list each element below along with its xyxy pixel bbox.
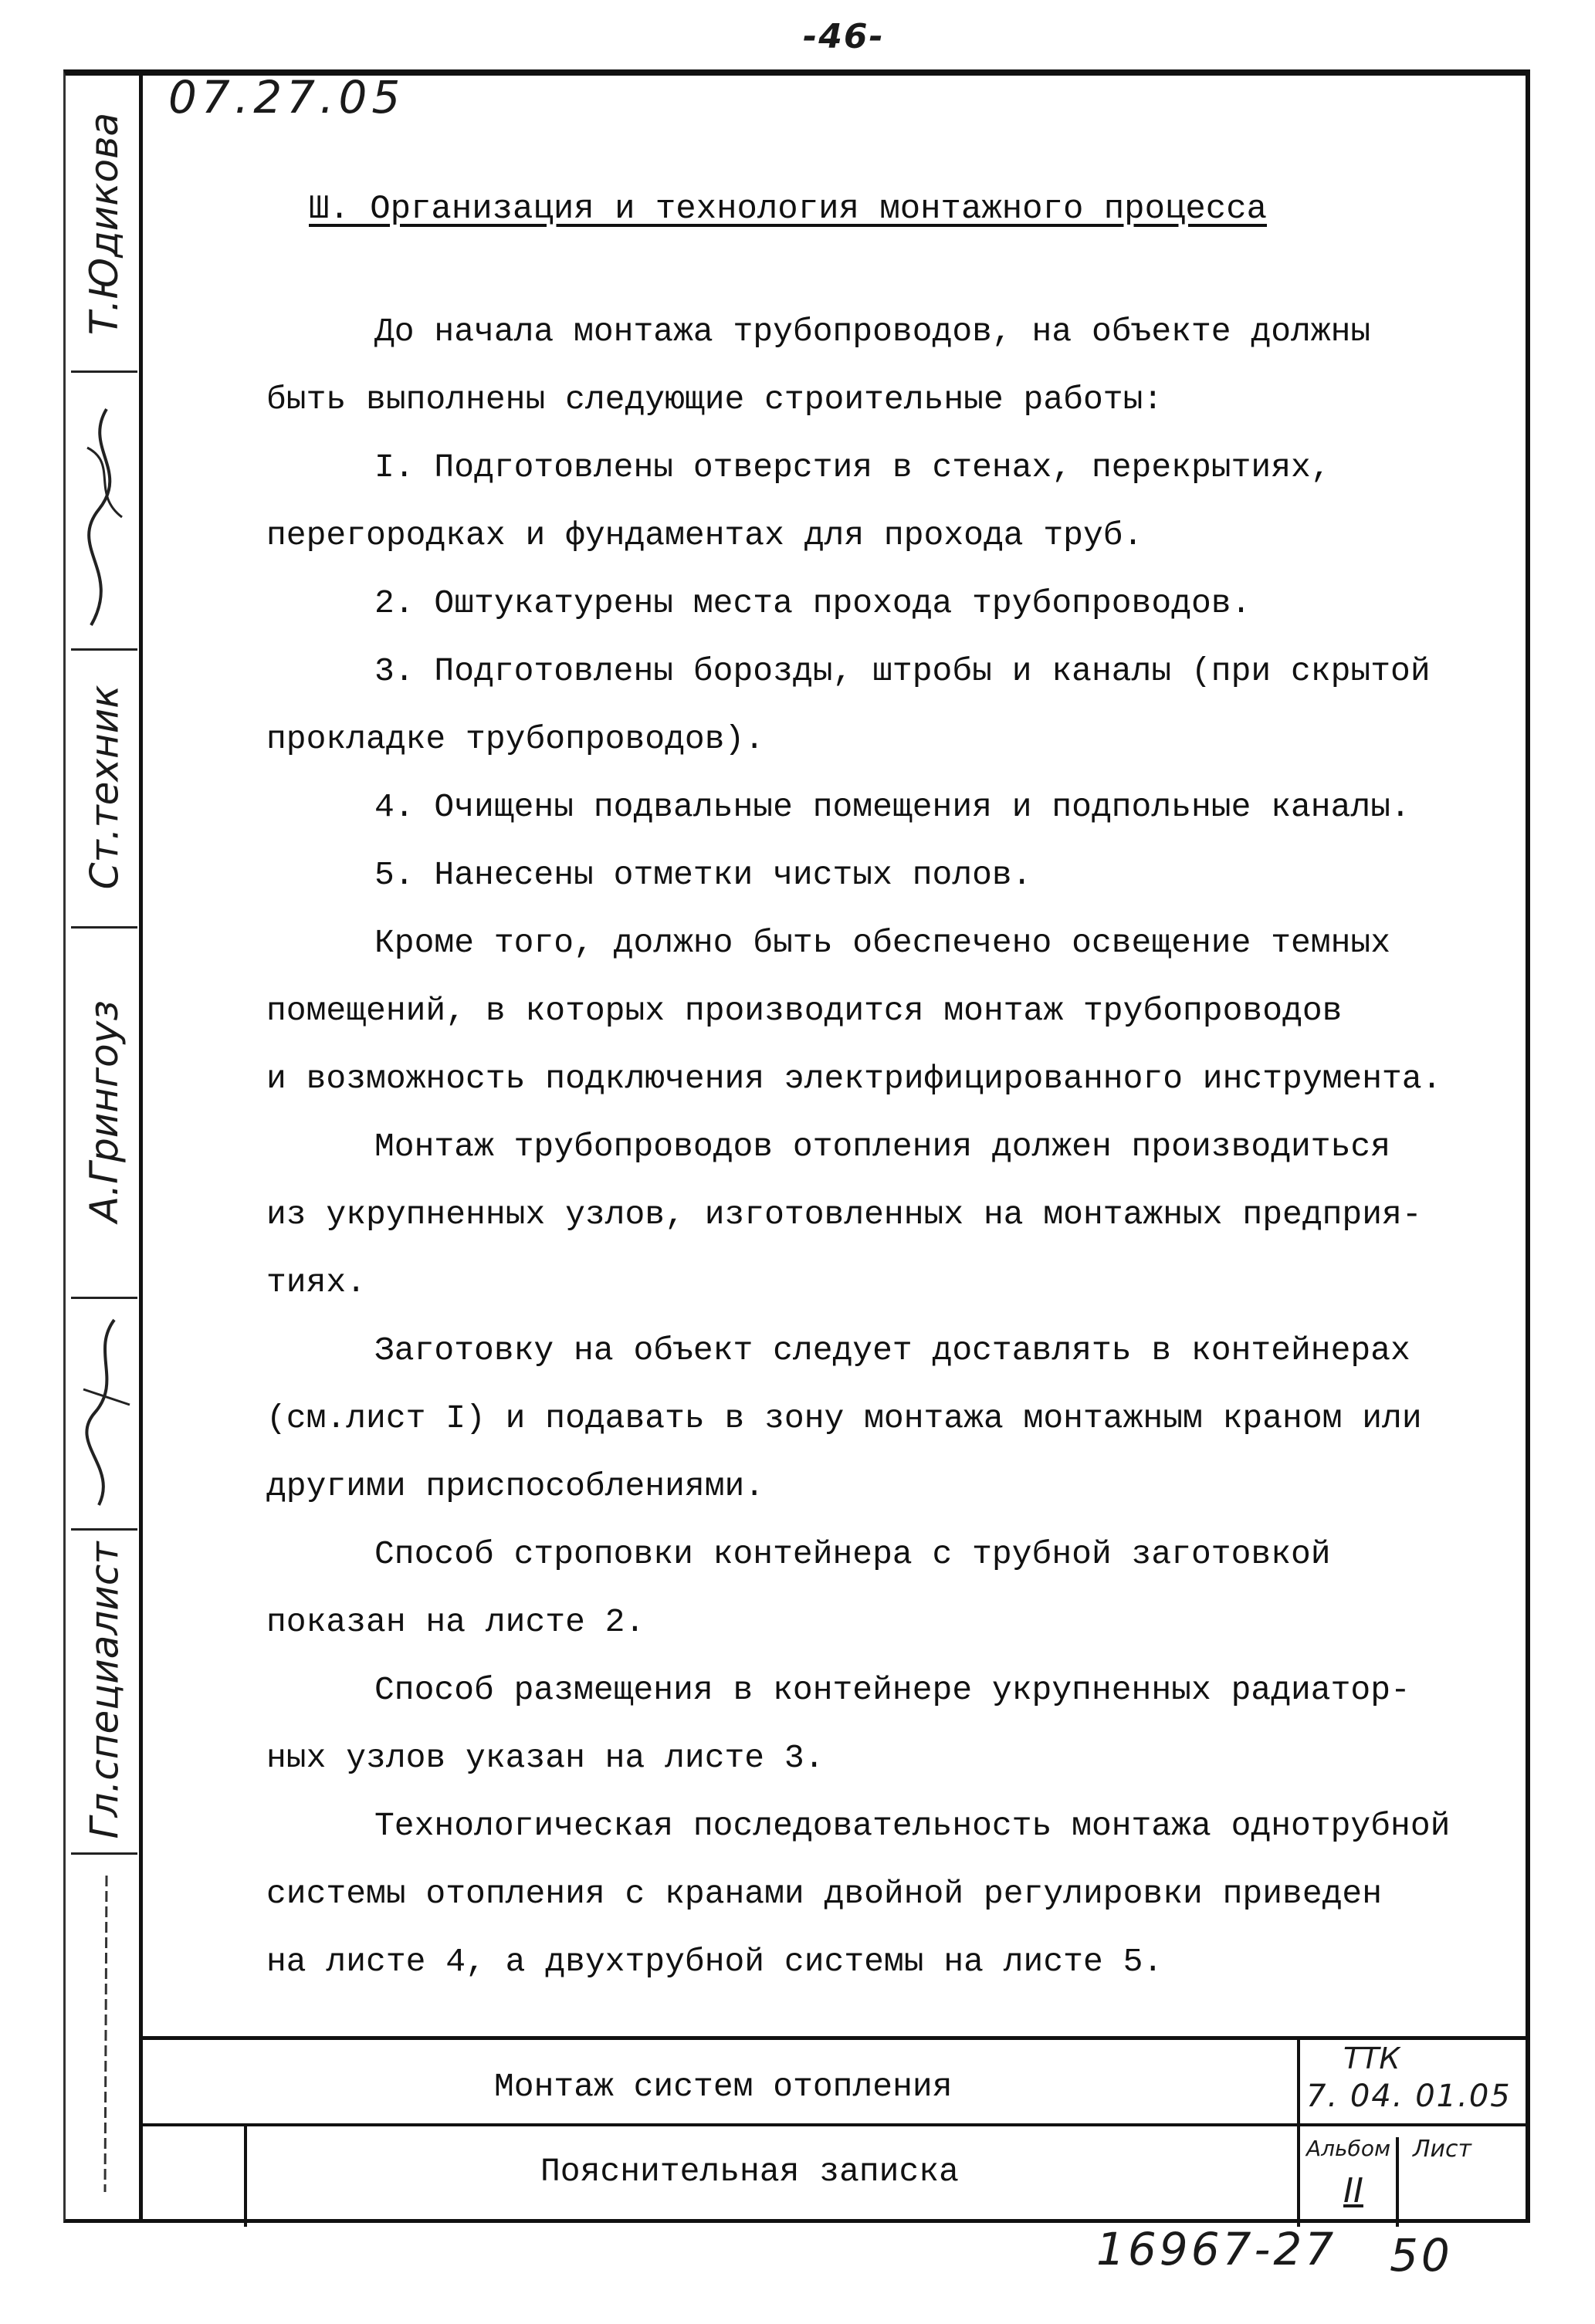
text-line: помещений, в которых производится монтаж трубопроводов — [266, 992, 1343, 1030]
ttk-label: ТТК — [1343, 2042, 1400, 2075]
sheet-label: Лист — [1413, 2136, 1472, 2163]
text-line: другими приспособлениями. — [266, 1467, 765, 1505]
album-label: Альбом — [1306, 2136, 1391, 2161]
text-line: Технологическая последовательность монтажа однотрубной — [374, 1807, 1451, 1845]
side-stamp-name-2: А.Грингоуз — [82, 1000, 127, 1223]
side-stamp-name-3: Т.Юдикова — [82, 112, 127, 336]
text-line: быть выполнены следующие строительные работы: — [266, 381, 1163, 418]
text-line: Способ размещения в контейнере укрупненных радиатор- — [374, 1671, 1410, 1709]
album-value: II — [1343, 2171, 1363, 2211]
side-stamp-divider — [71, 370, 137, 373]
text-line: 3. Подготовлены борозды, штробы и каналы (при скрытой — [374, 652, 1431, 690]
text-line: системы отопления с кранами двойной регулировки приведен — [266, 1875, 1383, 1913]
text-line: До начала монтажа трубопроводов, на объекте должны — [374, 313, 1371, 350]
text-line: прокладке трубопроводов). — [266, 720, 765, 758]
side-stamp-role-2: Ст.техник — [82, 685, 127, 890]
text-line: на листе 4, а двухтрубной системы на листе 5. — [266, 1943, 1163, 1981]
page-mark: -46- — [803, 17, 885, 56]
text-line: 2. Оштукатурены места прохода трубопроводов. — [374, 584, 1251, 622]
title-block-divider — [1297, 2040, 1300, 2227]
bottom-code: 16967-27 — [1096, 2223, 1337, 2275]
signature-2 — [76, 1312, 134, 1513]
title-block-divider — [1396, 2137, 1399, 2227]
text-line: Кроме того, должно быть обеспечено освещение темных — [374, 924, 1391, 962]
text-line: ных узлов указан на листе 3. — [266, 1739, 825, 1777]
side-stamp-divider — [71, 1297, 137, 1299]
text-line: из укрупненных узлов, изготовленных на монтажных предприя- — [266, 1196, 1422, 1233]
title-block-divider — [244, 2123, 247, 2227]
text-line: Заготовку на объект следует доставлять в контейнерах — [374, 1331, 1410, 1369]
doc-code-handwritten: 07.27.05 — [168, 71, 405, 123]
text-line: и возможность подключения электрифицированного инструмента. — [266, 1060, 1442, 1098]
frame-inner-border — [139, 69, 143, 2223]
side-stamp — [71, 77, 137, 2215]
text-line: 5. Нанесены отметки чистых полов. — [374, 856, 1032, 894]
text-line: показан на листе 2. — [266, 1603, 645, 1641]
signature-1 — [76, 401, 134, 633]
bottom-page-number: 50 — [1390, 2229, 1453, 2282]
signature-3 — [76, 1868, 134, 2200]
text-line: 4. Очищены подвальные помещения и подпольные каналы. — [374, 788, 1410, 826]
text-line: Монтаж трубопроводов отопления должен производиться — [374, 1128, 1391, 1165]
title-block-divider — [139, 2123, 1530, 2126]
text-line: перегородках и фундаментах для прохода труб. — [266, 516, 1143, 554]
side-stamp-role-1: Гл.специалист — [82, 1541, 127, 1839]
text-line: I. Подготовлены отверстия в стенах, перекрытиях, — [374, 448, 1331, 486]
text-line: Способ строповки контейнера с трубной заготовкой — [374, 1535, 1331, 1573]
title-block-subtitle: Пояснительная записка — [540, 2153, 959, 2190]
title-block-title: Монтаж систем отопления — [494, 2068, 953, 2106]
ttk-number: 7. 04. 01.05 — [1306, 2079, 1512, 2114]
side-stamp-divider — [71, 1852, 137, 1855]
section-heading: Ш. Организация и технология монтажного процесса — [309, 190, 1268, 228]
title-block — [139, 2036, 1530, 2223]
text-line: (см.лист I) и подавать в зону монтажа монтажным краном или — [266, 1399, 1422, 1437]
text-line: тиях. — [266, 1263, 367, 1301]
